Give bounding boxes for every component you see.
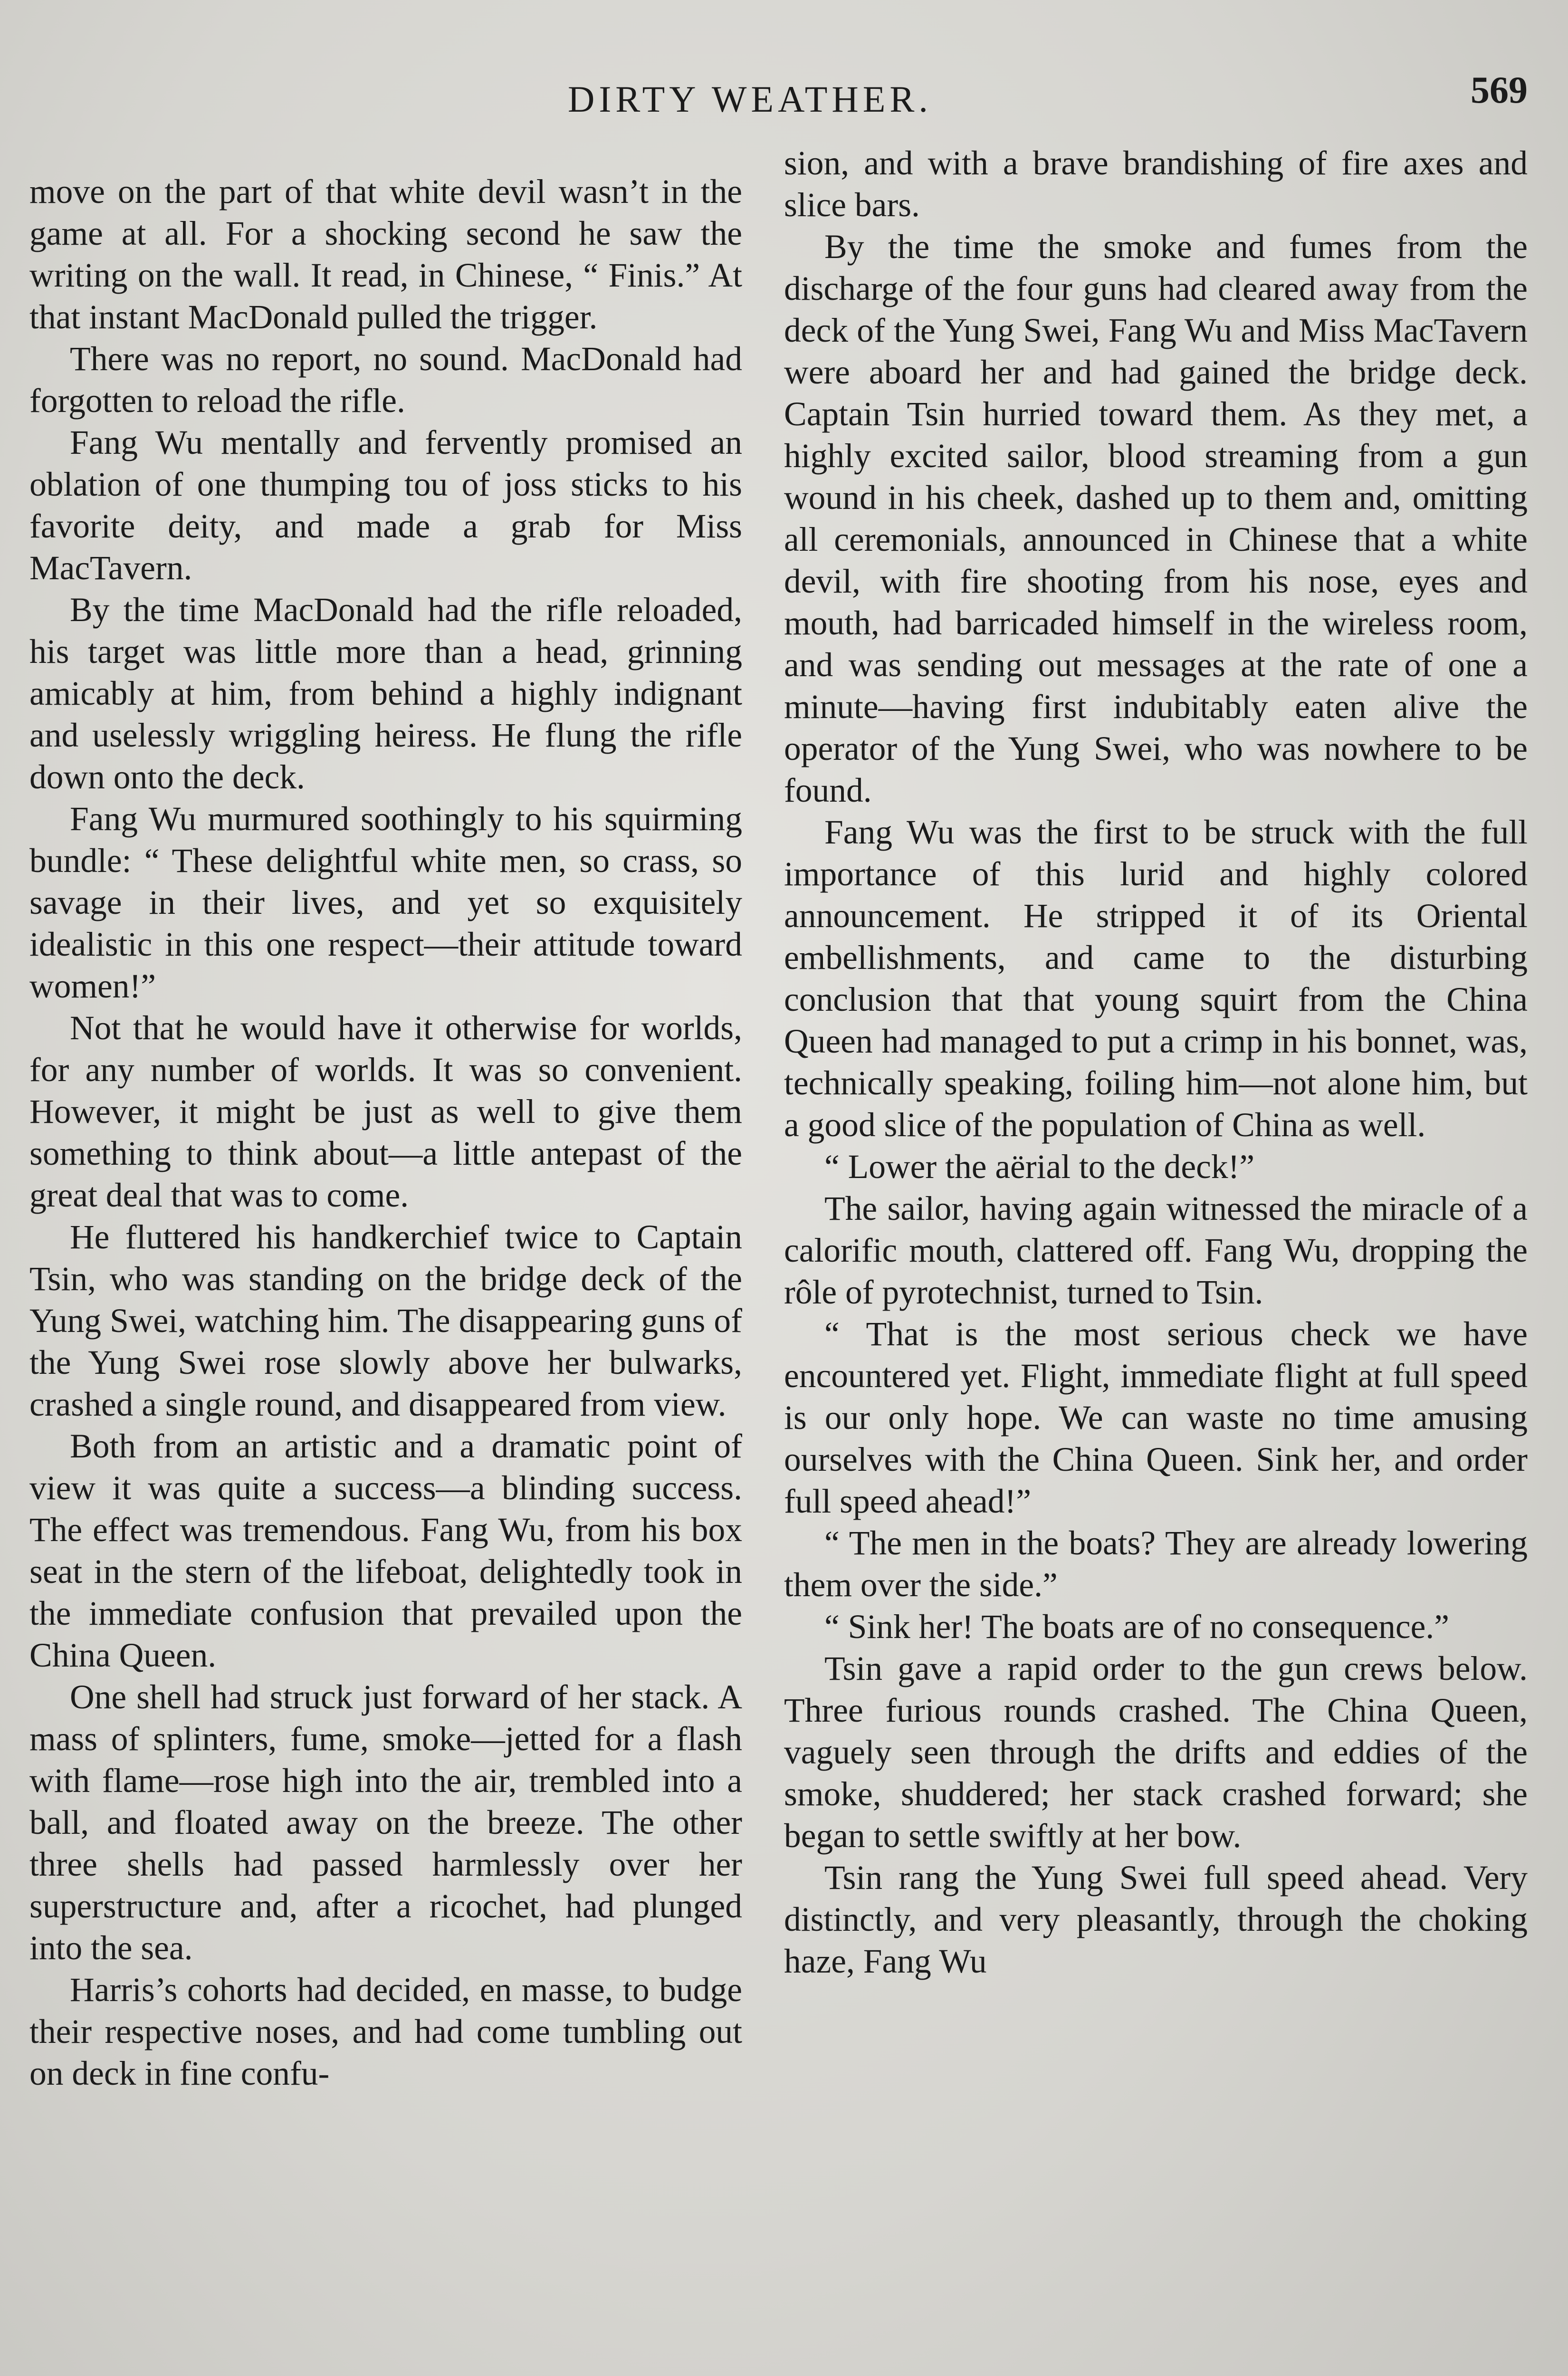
paragraph: Fang Wu murmured soothingly to his squirming bundle: “ These delightful white men, so crass, so savage in their lives, and yet so exquisitely idealistic in this one respect—their attitude toward women!” — [29, 800, 742, 1005]
paragraph: There was no report, no sound. MacDonald had forgotten to reload the rifle. — [29, 340, 742, 420]
paragraph: By the time MacDonald had the rifle reloaded, his target was little more than a head, grinning amicably at him, from behind a highly indignant and uselessly wriggling heiress. He flung the rifle down onto the deck. — [29, 591, 742, 796]
paragraph: Fang Wu was the first to be struck with the full importance of this lurid and highly colored announcement. He stripped it of its Oriental embellishments, and came to the disturbing conclusion that that young squirt from the China Queen had managed to put a crimp in his bonnet, was, technically speaking, foiling him—not alone him, but a good slice of the population of China as well. — [784, 814, 1528, 1144]
page-number: 569 — [1471, 69, 1528, 111]
paragraph: Both from an artistic and a dramatic point of view it was quite a success—a blinding success. The effect was tremendous. Fang Wu, from his box seat in the stern of the lifeboat, delightedly took in the immediate confusion that prevailed upon the China Queen. — [29, 1428, 742, 1674]
paragraph: “ Sink her! The boats are of no consequence.” — [824, 1608, 1449, 1646]
paragraph: Not that he would have it otherwise for worlds, for any number of worlds. It was so convenient. However, it might be just as well to give them something to think about—a little antepast of the great deal that was to come. — [29, 1009, 742, 1214]
paragraph: sion, and with a brave brandishing of fire axes and slice bars. — [784, 144, 1528, 224]
right-text-column — [784, 143, 1528, 1983]
paragraph: Fang Wu mentally and fervently promised an oblation of one thumping tou of joss sticks to his favorite deity, and made a grab for Miss MacTavern. — [29, 424, 742, 587]
paragraph: “ That is the most serious check we have encountered yet. Flight, immediate flight at full speed is our only hope. We can waste no time amusing ourselves with the China Queen. Sink her, and order full speed ahead!” — [784, 1315, 1528, 1520]
paragraph: “ The men in the boats? They are already lowering them over the side.” — [784, 1524, 1528, 1604]
page-header — [0, 71, 1568, 128]
paragraph: One shell had struck just forward of her stack. A mass of splinters, fume, smoke—jetted for a flash with flame—rose high into the air, trembled into a ball, and floated away on the breeze. The other three shells had passed harmlessly over her superstructure and, after a ricochet, had plunged into the sea. — [29, 1678, 742, 1967]
paragraph: He fluttered his handkerchief twice to Captain Tsin, who was standing on the bridge deck of the Yung Swei, watching him. The disappearing guns of the Yung Swei rose slowly above her bulwarks, crashed a single round, and disappeared from view. — [29, 1218, 742, 1423]
paragraph: Harris’s cohorts had decided, en masse, to budge their respective noses, and had come tumbling out on deck in fine confu- — [29, 1971, 742, 2092]
paragraph: Tsin rang the Yung Swei full speed ahead. Very distinctly, and very pleasantly, through the choking haze, Fang Wu — [784, 1859, 1528, 1980]
paragraph: Tsin gave a rapid order to the gun crews below. Three furious rounds crashed. The China Queen, vaguely seen through the drifts and eddies of the smoke, shuddered; her stack crashed forward; she began to settle swiftly at her bow. — [784, 1650, 1528, 1855]
left-text-column — [29, 171, 742, 2095]
paragraph: By the time the smoke and fumes from the discharge of the four guns had cleared away from the deck of the Yung Swei, Fang Wu and Miss MacTavern were aboard her and had gained the bridge deck. Captain Tsin hurried toward them. As they met, a highly excited sailor, blood streaming from a gun wound in his cheek, dashed up to them and, omitting all ceremonials, announced in Chinese that a white devil, with fire shooting from his nose, eyes and mouth, had barricaded himself in the wireless room, and was sending out messages at the rate of one a minute—having first indubitably eaten alive the operator of the Yung Swei, who was nowhere to be found. — [784, 228, 1528, 809]
paragraph: “ Lower the aërial to the deck!” — [824, 1148, 1255, 1186]
running-title: DIRTY WEATHER. — [568, 78, 932, 120]
paragraph: The sailor, having again witnessed the miracle of a calorific mouth, clattered off. Fang Wu, dropping the rôle of pyrotechnist, turned to Tsin. — [784, 1190, 1528, 1311]
paragraph: move on the part of that white devil wasn’t in the game at all. For a shocking second he saw the writing on the wall. It read, in Chinese, “ Finis.” At that instant MacDonald pulled the trigger. — [29, 173, 742, 336]
